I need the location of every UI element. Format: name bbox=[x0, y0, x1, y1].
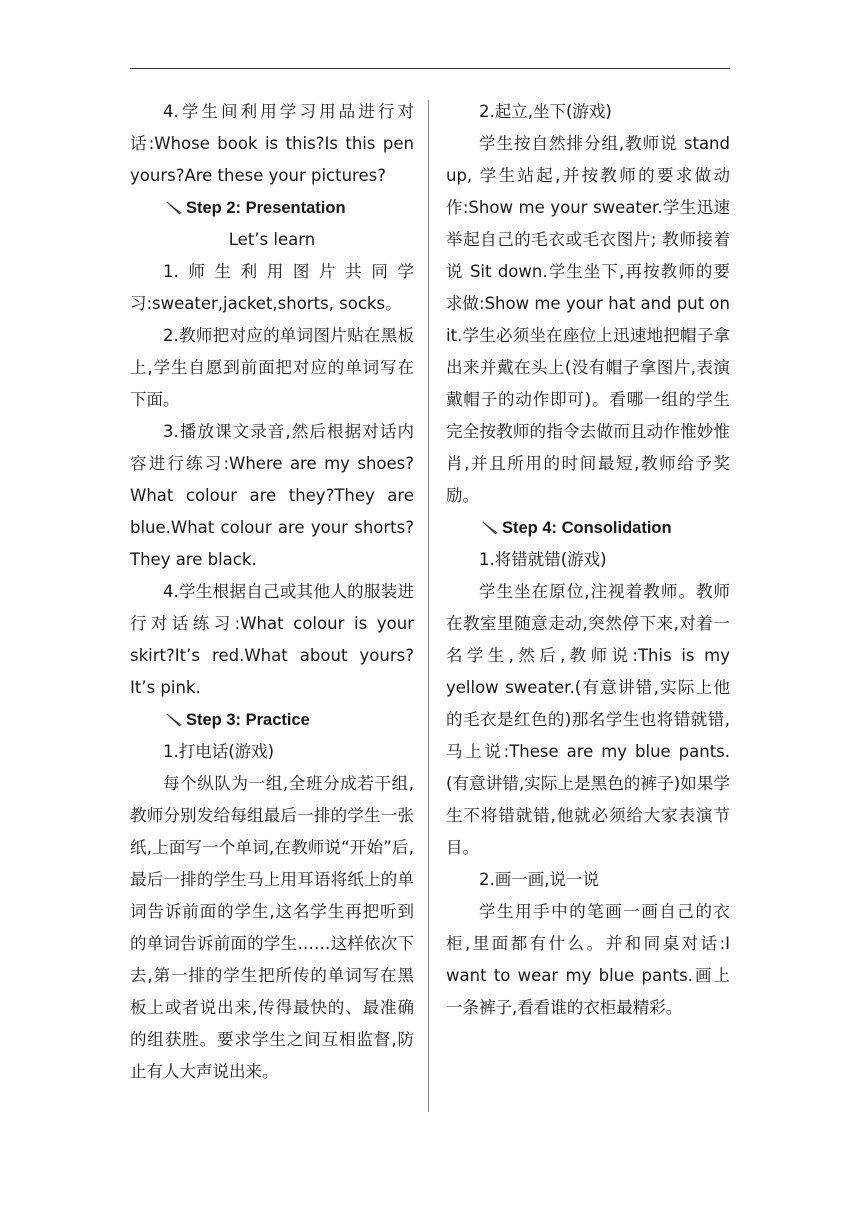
game-title: 1.打电话(游戏) bbox=[163, 742, 275, 761]
step4-heading bbox=[446, 512, 730, 544]
step3-heading-text: Step 3: Practice bbox=[186, 711, 310, 729]
paragraph: 2.教师把对应的单词图片贴在黑板上,学生自愿到前面把对应的单词写在下面。 bbox=[130, 326, 414, 409]
paragraph: 每个纵队为一组,全班分成若干组,教师分别发给每组最后一排的学生一张纸,上面写一个单词,在教师说“开始”后,最后一排的学生马上用耳语将纸上的单词告诉前面的学生,这名学生再把听到的单词告诉前面的学生……这样依次下去,第一排的学生把所传的单词写在黑板上或者说出来,传得最快的、最准确的组获胜。要求学生之间互相监督,防止有人大声说出来。 bbox=[130, 774, 414, 1081]
feather-pen-icon bbox=[166, 201, 184, 215]
step2-heading bbox=[130, 192, 414, 224]
paragraph: 学生坐在原位,注视着教师。教师在教室里随意走动,突然停下来,对着一名学生,然后,教师说:This is my yellow sweater.(有意讲错,实际上他的毛衣是红色的)那名学生也将错就错,马上说:These are my blue pants.(有意讲错,实际上是黑色的裤子)如果学生不将错就错,他就必须给大家表演节目。 bbox=[446, 582, 730, 857]
activity-title: 2.画一画,说一说 bbox=[479, 870, 599, 889]
step2-heading-text: Step 2: Presentation bbox=[186, 199, 346, 217]
paragraph: 1.师生利用图片共同学习:sweater,jacket,shorts, socks。 bbox=[130, 262, 414, 313]
feather-pen-icon bbox=[482, 521, 500, 535]
paragraph: 4.学生根据自己或其他人的服装进行对话练习:What colour is your skirt?It’s red.What about yours?It’s pink. bbox=[130, 582, 414, 697]
paragraph: 3.播放课文录音,然后根据对话内容进行练习:Where are my shoes?What colour are they?They are blue.What colour are your shorts?They are black. bbox=[130, 422, 414, 569]
paragraph: 学生用手中的笔画一画自己的衣柜,里面都有什么。并和同桌对话:I want to wear my blue pants.画上一条裤子,看看谁的衣柜最精彩。 bbox=[446, 902, 730, 1017]
column-divider bbox=[428, 100, 429, 1112]
step3-heading bbox=[130, 704, 414, 736]
right-column bbox=[446, 96, 730, 1024]
game-title: 1.将错就错(游戏) bbox=[479, 550, 607, 569]
left-column bbox=[130, 96, 414, 1088]
paragraph: 4.学生间利用学习用品进行对话:Whose book is this?Is this pen yours?Are these your pictures? bbox=[130, 102, 414, 185]
feather-pen-icon bbox=[166, 713, 184, 727]
game-title: 2.起立,坐下(游戏) bbox=[479, 102, 612, 121]
paragraph: 学生按自然排分组,教师说 stand up, 学生站起,并按教师的要求做动作:Show me your sweater.学生迅速举起自己的毛衣或毛衣图片; 教师接着说 Sit down.学生坐下,再按教师的要求做:Show me your hat and put on it.学生必须坐在座位上迅速地把帽子拿出来并戴在头上(没有帽子拿图片,表演戴帽子的动作即可)。看哪一组的学生完全按教师的指令去做而且动作惟妙惟肖,并且所用的时间最短,教师给予奖励。 bbox=[446, 134, 730, 505]
step4-heading-text: Step 4: Consolidation bbox=[502, 519, 672, 537]
lets-learn-subheading: Let’s learn bbox=[228, 230, 316, 249]
header-rule bbox=[130, 68, 730, 69]
